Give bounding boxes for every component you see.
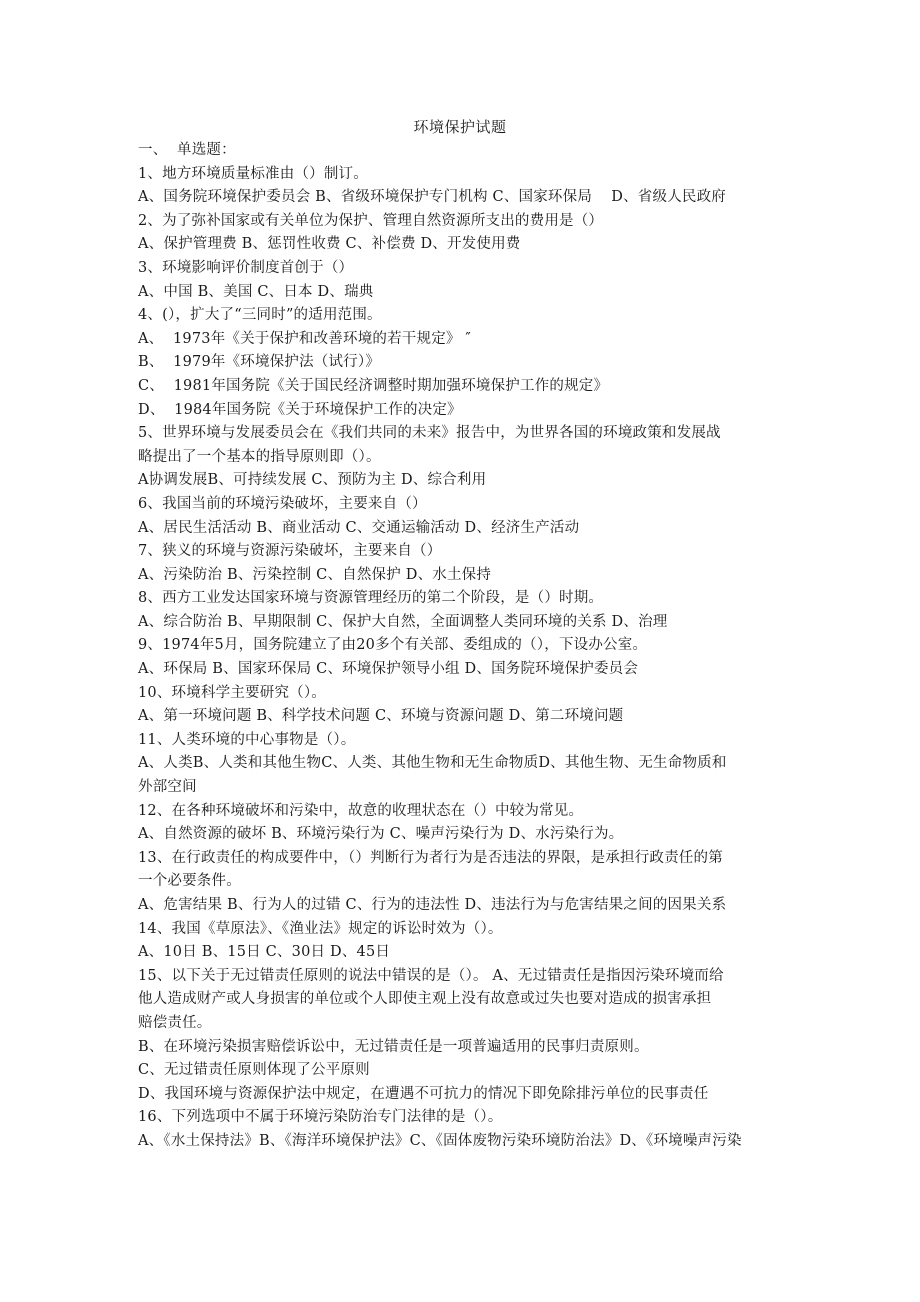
text-line: 8、西方工业发达国家环境与资源管理经历的第二个阶段，是（）时期。 (138, 590, 604, 607)
text-line: A、《水土保持法》B、《海洋环境保护法》C、《固体废物污染环境防治法》D、《环境噪声污染 (138, 1132, 742, 1149)
text-line: 10、环境科学主要研究（）。 (138, 684, 326, 701)
text-line: 他人造成财产或人身损害的单位或个人即使主观上没有故意或过失也要对造成的损害承担 (138, 991, 712, 1008)
text-line: C、无过错责任原则体现了公平原则 (138, 1062, 370, 1079)
text-line: B、在环境污染损害赔偿诉讼中，无过错责任是一项普遍适用的民事归责原则。 (138, 1038, 649, 1055)
text-line: A、人类B、人类和其他生物C、人类、其他生物和无生命物质D、其他生物、无生命物质和 (138, 755, 727, 772)
text-line: 14、我国《草原法》、《渔业法》规定的诉讼时效为（）。 (138, 920, 503, 937)
text-line: 1、地方环境质量标准由（）制订。 (138, 165, 368, 182)
text-line: A、中国 B、美国 C、日本 D、瑞典 (138, 283, 374, 300)
text-line: 2、为了弥补国家或有关单位为保护、管理自然资源所支出的费用是（） (138, 212, 604, 229)
text-line: A、第一环境问题 B、科学技术问题 C、环境与资源问题 D、第二环境问题 (138, 708, 624, 725)
text-line: A、国务院环境保护委员会 B、省级环境保护专门机构 C、国家环保局 D、省级人民政府 (138, 189, 726, 206)
document-body (138, 139, 786, 1154)
text-line: D、我国环境与资源保护法中规定，在遭遇不可抗力的情况下即免除排污单位的民事责任 (138, 1085, 709, 1102)
text-line: D、 1984年国务院《关于环境保护工作的决定》 (138, 401, 462, 418)
text-line: A、10日 B、15日 C、30日 D、45日 (138, 944, 391, 961)
text-line: A、自然资源的破坏 B、环境污染行为 C、噪声污染行为 D、水污染行为。 (138, 826, 624, 843)
text-line: A、保护管理费 B、惩罚性收费 C、补偿费 D、开发使用费 (138, 236, 521, 253)
text-line: 5、世界环境与发展委员会在《我们共同的未来》报告中，为世界各国的环境政策和发展战 (138, 425, 721, 442)
text-line: 15、以下关于无过错责任原则的说法中错误的是（）。 A、无过错责任是指因污染环境而给 (138, 967, 724, 984)
text-line: A、环保局 B、国家环保局 C、环境保护领导小组 D、国务院环境保护委员会 (138, 661, 639, 678)
text-line: 16、下列选项中不属于环境污染防治专门法律的是（）。 (138, 1109, 503, 1126)
text-line: B、 1979年《环境保护法（试行）》 (138, 354, 381, 371)
text-line: A协调发展B、可持续发展 C、预防为主 D、综合利用 (138, 472, 487, 489)
text-line: A、污染防治 B、污染控制 C、自然保护 D、水土保持 (138, 566, 492, 583)
text-line: 一、 单选题： (138, 142, 236, 158)
text-line: A、危害结果 B、行为人的过错 C、行为的违法性 D、违法行为与危害结果之间的因果关系 (138, 897, 727, 913)
text-line: 13、在行政责任的构成要件中，（）判断行为者行为是否违法的界限，是承担行政责任的第 (138, 849, 723, 866)
text-line: 12、在各种环境破坏和污染中，故意的收理状态在（）中较为常见。 (138, 802, 584, 819)
text-line: C、 1981年国务院《关于国民经济调整时期加强环境保护工作的规定》 (138, 377, 609, 394)
text-line: 11、人类环境的中心事物是（）。 (138, 731, 356, 748)
text-line: 一个必要条件。 (138, 873, 241, 890)
text-line: A、居民生活活动 B、商业活动 C、交通运输活动 D、经济生产活动 (138, 519, 580, 536)
text-line: A、综合防治 B、早期限制 C、保护大自然，全面调整人类同环境的关系 D、治理 (138, 613, 668, 630)
text-line: 9、1974年5月，国务院建立了由20多个有关部、委组成的（），下设办公室。 (138, 637, 648, 654)
document-title: 环境保护试题 (413, 118, 507, 136)
text-line: 赔偿责任。 (138, 1014, 212, 1031)
text-line: 4、(），扩大了“三同时”的适用范围。 (138, 307, 382, 324)
text-line: 7、狭义的环境与资源污染破坏，主要来自（） (138, 543, 442, 560)
text-line: 外部空间 (138, 779, 197, 796)
text-line: 3、环境影响评价制度首创于（） (138, 259, 354, 276)
text-line: 6、我国当前的环境污染破坏，主要来自（） (138, 495, 427, 512)
text-line: 略提出了一个基本的指导原则即（）。 (138, 448, 381, 465)
text-line: A、 1973年《关于保护和改善环境的若干规定》 ″ (138, 330, 472, 347)
